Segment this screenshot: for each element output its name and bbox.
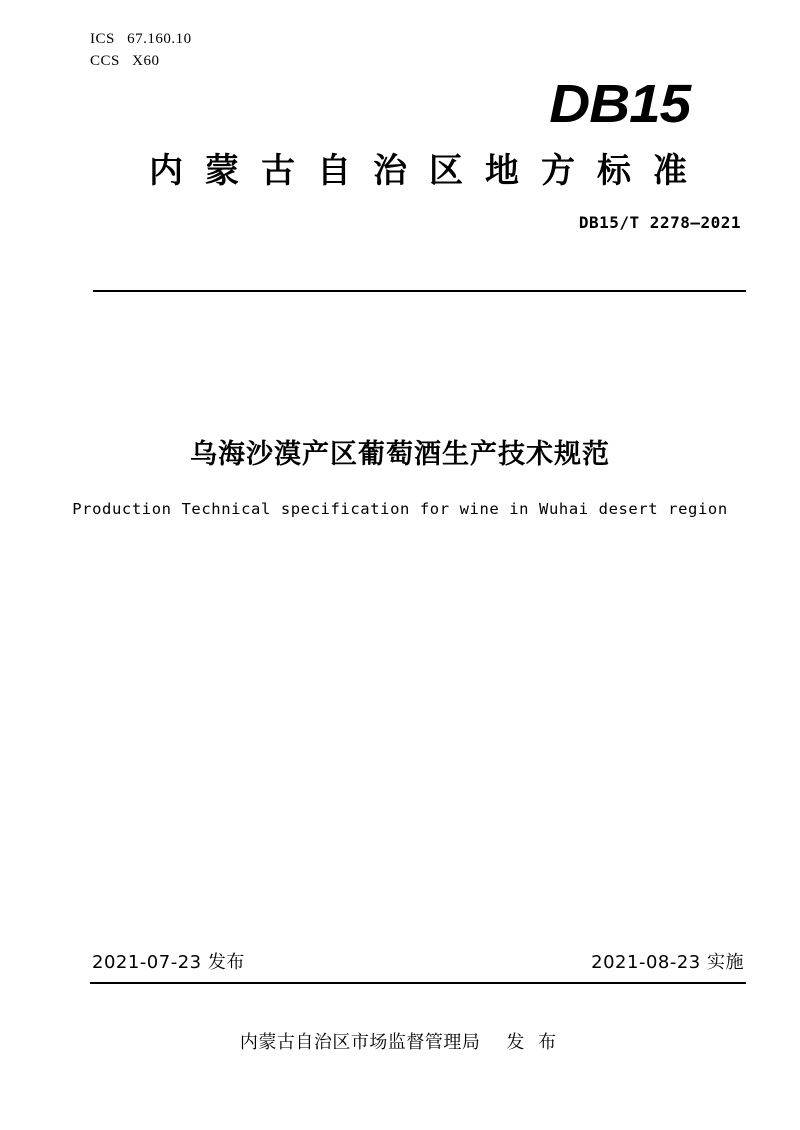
- effective-date: 2021-08-23 实施: [591, 952, 744, 973]
- header-divider: [93, 290, 746, 292]
- document-title-en: Production Technical specification for wine in Wuhai desert region: [72, 500, 728, 518]
- issuing-authority-name: 内蒙古自治区市场监督管理局: [239, 1032, 481, 1053]
- issue-date: 2021-07-23 发布: [92, 952, 245, 973]
- issuing-authority: [0, 1028, 800, 1054]
- ics-line: [90, 28, 192, 50]
- issuing-action-label: 发 布: [506, 1032, 561, 1053]
- series-title: 内蒙古自治区地方标准: [149, 151, 709, 191]
- db15-logo: DB15: [549, 74, 690, 134]
- ccs-line: [90, 50, 192, 72]
- standard-number: DB15/T 2278—2021: [578, 213, 741, 232]
- document-title-cn: 乌海沙漠产区葡萄酒生产技术规范: [190, 439, 610, 470]
- ics-value: 67.160.10: [127, 31, 192, 47]
- ics-label: ICS: [90, 31, 115, 47]
- classification-codes: [90, 28, 192, 72]
- ccs-label: CCS: [90, 53, 120, 69]
- ccs-value: X60: [132, 53, 160, 69]
- footer-divider: [90, 982, 746, 984]
